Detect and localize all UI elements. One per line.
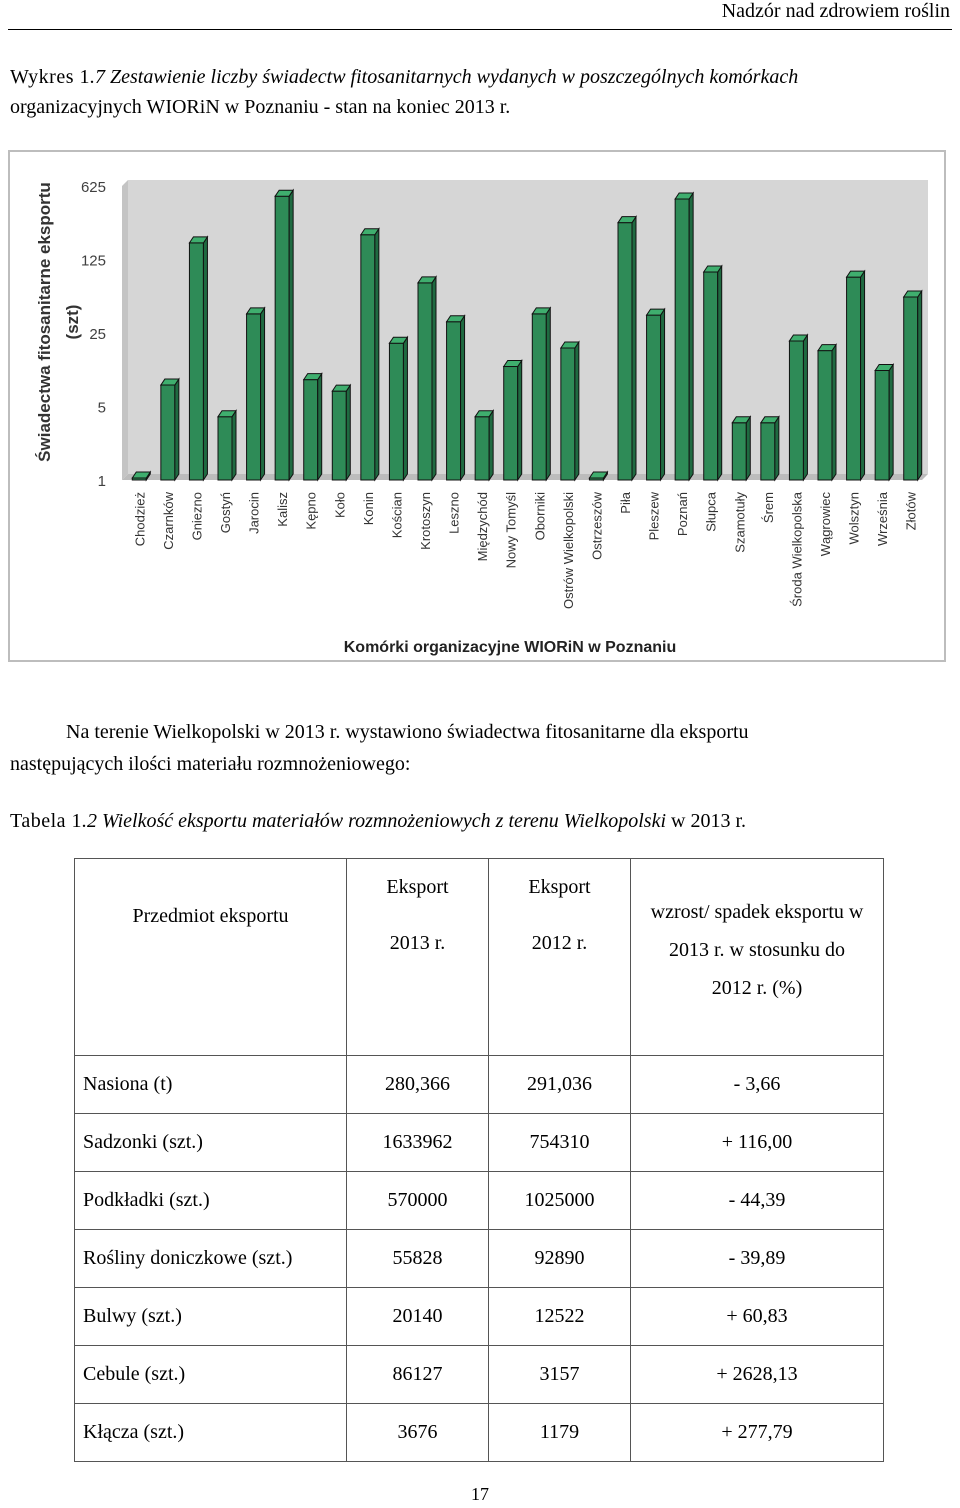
bar-side xyxy=(689,193,693,480)
header-change-line2: 2013 r. w stosunku do xyxy=(668,939,846,961)
table-row xyxy=(75,1056,884,1114)
table-row xyxy=(75,1172,884,1230)
bar xyxy=(389,337,407,480)
x-tick-label: Jarocin xyxy=(246,492,262,534)
bar xyxy=(875,364,893,480)
row-change: + 277,79 xyxy=(631,1404,884,1462)
row-subject: Nasiona (t) xyxy=(75,1056,347,1114)
header-export-2012-line2: 2012 r. xyxy=(531,932,588,954)
table-row xyxy=(75,1114,884,1172)
intro-paragraph xyxy=(10,716,950,780)
header-export-2012-line1: Eksport xyxy=(528,876,591,898)
row-export-2012: 1179 xyxy=(489,1404,631,1462)
bar-side xyxy=(432,277,436,480)
bar-front xyxy=(332,391,346,480)
x-tick-label: Piła xyxy=(618,492,633,514)
y-tick-label: 25 xyxy=(89,326,106,343)
bar-front xyxy=(761,423,775,480)
bar-front xyxy=(675,199,689,480)
bar-side xyxy=(375,229,379,480)
row-subject: Sadzonki (szt.) xyxy=(75,1114,347,1172)
table-caption-suffix: w 2013 r. xyxy=(666,810,746,832)
bar-front xyxy=(818,351,832,480)
bar xyxy=(818,345,836,480)
x-tick-label: Kościan xyxy=(389,492,405,539)
bar-side xyxy=(175,379,179,480)
bar-front xyxy=(618,223,632,480)
bar-side xyxy=(889,364,893,480)
table-row xyxy=(75,1346,884,1404)
bar xyxy=(475,411,493,480)
row-subject: Rośliny doniczkowe (szt.) xyxy=(75,1230,347,1288)
bar-front xyxy=(732,423,746,480)
intro-line1: Na terenie Wielkopolski w 2013 r. wystawiono świadectwa fitosanitarne dla eksportu xyxy=(66,721,749,743)
bar-front xyxy=(647,315,661,480)
bar xyxy=(275,190,293,480)
bar xyxy=(589,472,607,480)
x-tick-label: Gostyń xyxy=(218,492,233,534)
row-export-2013: 280,366 xyxy=(347,1056,489,1114)
bar-side xyxy=(632,217,636,480)
x-tick-label: Wolsztyn xyxy=(846,492,862,545)
bar xyxy=(732,417,750,480)
bar xyxy=(161,379,179,480)
table-caption-label: Tabela 1 xyxy=(10,810,83,832)
row-export-2012: 3157 xyxy=(489,1346,631,1404)
bar-front xyxy=(475,417,489,480)
table-row xyxy=(75,1230,884,1288)
bar-front xyxy=(361,235,375,480)
running-header: Nadzór nad zdrowiem roślin xyxy=(721,0,950,22)
x-tick-label: Ostrów Wielkopolski xyxy=(560,492,576,610)
row-export-2012: 12522 xyxy=(489,1288,631,1346)
bar-side xyxy=(918,291,922,480)
y-tick-label: 5 xyxy=(97,399,106,417)
header-subject: Przedmiot eksportu xyxy=(75,859,347,1056)
x-tick-label: Kalisz xyxy=(275,492,291,527)
bar-side xyxy=(232,411,236,480)
bar xyxy=(618,217,636,480)
bar-side xyxy=(861,271,865,480)
bar xyxy=(304,374,322,480)
x-tick-label: Słupca xyxy=(703,492,719,532)
x-tick-label: Śrem xyxy=(760,492,776,524)
table-row xyxy=(75,1288,884,1346)
row-change: + 2628,13 xyxy=(631,1346,884,1404)
bar xyxy=(647,309,665,480)
bar xyxy=(561,342,579,480)
figure-caption-line2: organizacyjnych WIORiN w Poznaniu - stan na koniec 2013 r. xyxy=(10,96,511,118)
bar-front xyxy=(275,196,289,480)
table-row xyxy=(75,1404,884,1462)
bar xyxy=(504,361,522,480)
header-export-2013-line1: Eksport xyxy=(386,876,449,898)
row-change: + 60,83 xyxy=(631,1288,884,1346)
chart-frame xyxy=(8,150,946,662)
x-tick-label: Koło xyxy=(332,492,348,519)
bar-side xyxy=(289,190,293,480)
bar-front xyxy=(218,417,232,480)
x-tick-label: Września xyxy=(875,492,891,546)
intro-line2: następujących ilości materiału rozmnożeniowego: xyxy=(10,753,411,775)
row-subject: Podkładki (szt.) xyxy=(75,1172,347,1230)
table-header-row xyxy=(75,859,884,1056)
header-export-2013 xyxy=(347,859,489,1056)
x-tick-label: Złotów xyxy=(903,492,919,531)
y-tick-label: 1 xyxy=(97,473,106,490)
bar xyxy=(189,237,207,480)
bar-side xyxy=(575,342,579,480)
bar-side xyxy=(661,309,665,480)
figure-caption-text: .7 Zestawienie liczby świadectw fitosanitarnych wydanych w poszczególnych komórkach xyxy=(90,66,799,88)
y-axis-label: Świadectwa fitosanitarne eksportu (szt) xyxy=(35,182,82,462)
bar-front xyxy=(447,322,461,480)
bar-front xyxy=(875,370,889,480)
bar xyxy=(704,266,722,480)
bar-side xyxy=(832,345,836,480)
bar-side xyxy=(203,237,207,480)
row-export-2013: 570000 xyxy=(347,1172,489,1230)
bar xyxy=(904,291,922,480)
bar-side xyxy=(718,266,722,480)
chart-side-wall xyxy=(122,180,128,480)
figure-caption xyxy=(10,62,950,122)
bar-front xyxy=(389,343,403,480)
bar-front xyxy=(532,314,546,480)
bar-front xyxy=(161,385,175,480)
x-tick-label: Międzychód xyxy=(475,492,491,562)
bar-front xyxy=(847,277,861,480)
row-subject: Bulwy (szt.) xyxy=(75,1288,347,1346)
header-change-line3: 2012 r. (%) xyxy=(711,977,803,999)
bar-front xyxy=(704,272,718,480)
y-tick-label: 125 xyxy=(80,252,106,270)
header-change-line1: wzrost/ spadek eksportu w xyxy=(650,901,864,923)
x-tick-label: Wągrowiec xyxy=(818,492,833,557)
bar-front xyxy=(418,283,432,480)
bar xyxy=(132,472,150,480)
row-subject: Kłącza (szt.) xyxy=(75,1404,347,1462)
bar-side xyxy=(403,337,407,480)
bar-side xyxy=(318,374,322,480)
x-tick-label: Kępno xyxy=(303,492,319,530)
row-export-2013: 1633962 xyxy=(347,1114,489,1172)
bar xyxy=(447,316,465,480)
x-tick-label: Konin xyxy=(360,492,376,526)
bar xyxy=(218,411,236,480)
row-export-2013: 55828 xyxy=(347,1230,489,1288)
row-export-2012: 754310 xyxy=(489,1114,631,1172)
bar xyxy=(675,193,693,480)
export-table xyxy=(74,858,884,1462)
bar-front xyxy=(561,348,575,480)
bar xyxy=(847,271,865,480)
bar-side xyxy=(746,417,750,480)
table-caption-text: .2 Wielkość eksportu materiałów rozmnożeniowych z terenu Wielkopolski xyxy=(82,810,666,832)
page-number: 17 xyxy=(471,1484,489,1504)
bar-side xyxy=(346,385,350,480)
row-export-2013: 86127 xyxy=(347,1346,489,1404)
bar-side xyxy=(546,308,550,480)
row-change: - 44,39 xyxy=(631,1172,884,1230)
bar xyxy=(418,277,436,480)
bar-front xyxy=(504,367,518,480)
x-tick-label: Ostrzeszów xyxy=(589,492,605,560)
bar-front xyxy=(789,341,803,480)
bar xyxy=(532,308,550,480)
header-export-2012 xyxy=(489,859,631,1056)
bar-side xyxy=(261,308,265,480)
row-change: - 3,66 xyxy=(631,1056,884,1114)
row-export-2012: 92890 xyxy=(489,1230,631,1288)
row-export-2012: 291,036 xyxy=(489,1056,631,1114)
figure-caption-label: Wykres 1 xyxy=(10,66,90,88)
bar-front xyxy=(247,314,261,480)
bar-front xyxy=(304,380,318,480)
x-tick-label: Pleszew xyxy=(646,492,662,541)
bar-side xyxy=(489,411,493,480)
row-export-2013: 20140 xyxy=(347,1288,489,1346)
x-tick-label: Czarnków xyxy=(160,492,176,550)
x-tick-label: Nowy Tomyśl xyxy=(503,492,519,569)
x-tick-label: Leszno xyxy=(446,492,462,534)
bar xyxy=(247,308,265,480)
x-tick-label: Gniezno xyxy=(189,492,205,541)
row-export-2012: 1025000 xyxy=(489,1172,631,1230)
x-tick-label: Oborniki xyxy=(532,492,548,541)
row-export-2013: 3676 xyxy=(347,1404,489,1462)
bar-front xyxy=(189,243,203,480)
bar-side xyxy=(461,316,465,480)
bar-side xyxy=(518,361,522,480)
bar xyxy=(761,417,779,480)
header-rule xyxy=(8,29,952,30)
x-tick-label: Środa Wielkopolska xyxy=(789,492,805,607)
bar-front xyxy=(904,297,918,480)
bar xyxy=(332,385,350,480)
x-tick-label: Chodzież xyxy=(132,492,148,547)
bar xyxy=(789,335,807,480)
x-tick-label: Krotoszyn xyxy=(418,492,433,550)
header-change xyxy=(631,859,884,1056)
row-change: - 39,89 xyxy=(631,1230,884,1288)
x-axis-label: Komórki organizacyjne WIORiN w Poznaniu xyxy=(343,639,677,656)
bar-chart xyxy=(10,152,944,660)
y-tick-label: 625 xyxy=(80,179,106,196)
row-subject: Cebule (szt.) xyxy=(75,1346,347,1404)
bar xyxy=(361,229,379,480)
header-export-2013-line2: 2013 r. xyxy=(389,932,446,954)
row-change: + 116,00 xyxy=(631,1114,884,1172)
x-tick-label: Poznań xyxy=(675,492,691,537)
bar-side xyxy=(803,335,807,480)
x-tick-label: Szamotuły xyxy=(732,492,748,553)
bar-side xyxy=(775,417,779,480)
table-caption xyxy=(10,806,950,836)
